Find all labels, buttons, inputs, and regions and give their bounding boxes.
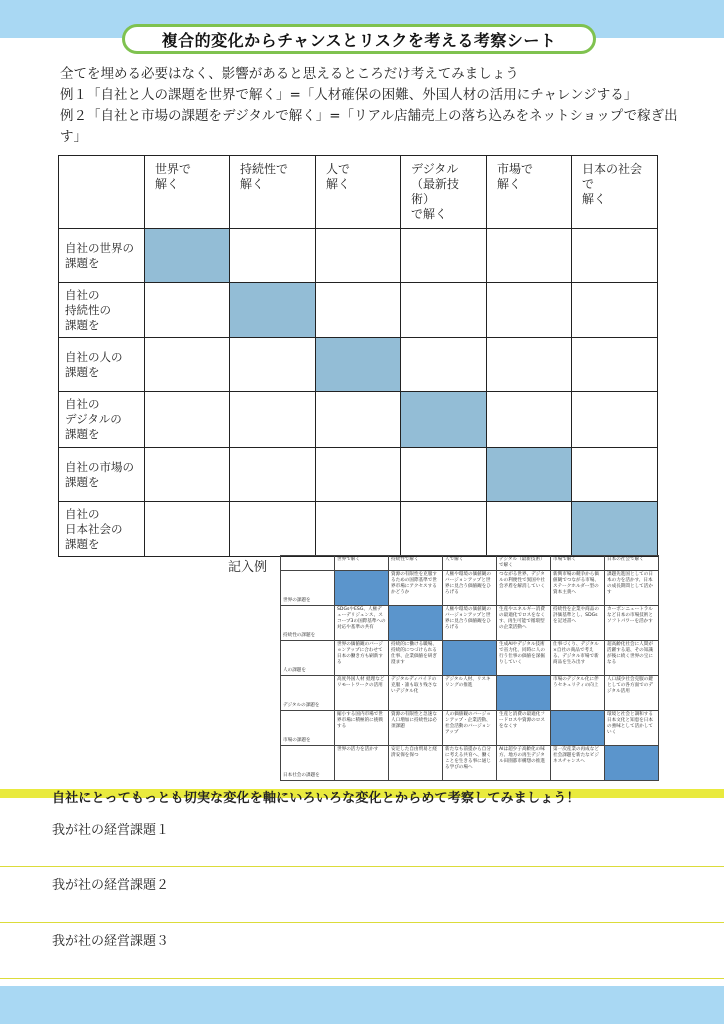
example-cell: 市場のデジタル化に伴うセキュリティの向上 [551,676,605,711]
grid-cell[interactable] [145,392,230,448]
example-row-header: デジタルの課題を [281,676,335,711]
grid-cell[interactable] [572,392,658,448]
example-cell: SDGsやESG、人権デューデリジェンス、スコープ3の国際基準への対応や基準の共有 [335,606,389,641]
grid-row-header: 自社の人の 課題を [59,338,145,392]
example-row-header: 市場の課題を [281,711,335,746]
grid-cell[interactable] [316,283,401,338]
intro-text [60,64,680,148]
example-row-header: 持続性の課題を [281,606,335,641]
grid-cell[interactable] [401,448,487,502]
example-cell-diagonal [605,746,659,781]
example-corner [281,556,335,571]
example-row-header: 人の課題を [281,641,335,676]
bottom-band [0,986,724,1024]
grid-cell[interactable] [572,283,658,338]
grid-cell[interactable] [487,338,572,392]
example-cell: 生産と消費の最適化フードロスや資源のロスをなくす [497,711,551,746]
example-cell: 生成AIやデジタル技術で省力化、同時に人の行う仕事の価値を深掘りしていく [497,641,551,676]
example-col-header: 世界で解く [335,556,389,571]
example-table [280,555,659,781]
intro-example-2: 例２「自社と市場の課題をデジタルで解く」=「リアル店舗売上の落ち込みをネットショップで稼ぎ出す」 [60,108,678,145]
grid-row-header: 自社の市場の 課題を [59,448,145,502]
issue-label-1: 我が社の経営課題１ [52,823,170,838]
example-cell: 高度外国人材 経理などリモートワークの活用 [335,676,389,711]
grid-col-header: 人で 解く [316,156,401,229]
grid-corner [59,156,145,229]
example-cell-diagonal [389,606,443,641]
sheet-title-text: 複合的変化からチャンスとリスクを考える考察シート [161,30,557,50]
grid-cell[interactable] [230,229,316,283]
example-cell: 資源の有限性を克服するための国際基準で世界市場にアクセスするかどうか [389,571,443,606]
grid-cell[interactable] [487,283,572,338]
sheet-title [122,24,596,54]
example-cell: AIは超少子高齢化の味方、地方の再生デジタル田園都市構想の推進 [497,746,551,781]
grid-cell-diagonal [572,502,658,557]
grid-cell[interactable] [572,448,658,502]
issue-label-2: 我が社の経営課題２ [52,878,170,893]
grid-cell[interactable] [572,338,658,392]
grid-cell[interactable] [316,229,401,283]
example-col-header: 日本の社会で解く [605,556,659,571]
grid-cell[interactable] [145,448,230,502]
example-cell: デジタル人材、リスキリングの推進 [443,676,497,711]
issue-rule-3 [0,978,724,979]
grid-cell[interactable] [316,392,401,448]
example-col-header: 持続性で解く [389,556,443,571]
example-cell: 生産やエネルギー消費の最適化でロスをなくす、再生可能で循環型の企業活動へ [497,606,551,641]
grid-cell[interactable] [401,283,487,338]
grid-row-header: 自社の 日本社会の 課題を [59,502,145,557]
grid-cell[interactable] [145,283,230,338]
example-cell: つながる世界、デジタルの利便性で異国や社会矛盾を解消していく [497,571,551,606]
grid-cell[interactable] [145,502,230,557]
example-cell: 資源の有限性と急速な人口増加に持続性は必須課題 [389,711,443,746]
example-cell-diagonal [443,641,497,676]
example-cell: カーボンニュートラルなど日本の市場技術とソフトパワーを活かす [605,606,659,641]
grid-col-header: 持続性で 解く [230,156,316,229]
grid-cell-diagonal [230,283,316,338]
example-cell: 人の価値観のバージョンアップ・企業活動、社会活動のバージョンアップ [443,711,497,746]
grid-cell[interactable] [401,229,487,283]
grid-cell[interactable] [316,448,401,502]
example-cell: デジタルディバイドの克服・誰も取り残さないデジタル化 [389,676,443,711]
grid-cell[interactable] [487,392,572,448]
grid-row-header: 自社の デジタルの 課題を [59,392,145,448]
grid-cell[interactable] [230,338,316,392]
grid-col-header: 市場で 解く [487,156,572,229]
grid-cell[interactable] [145,338,230,392]
example-cell: 新興市場の競争から価値観でつながる市場、ステークホルダー型の資本主義へ [551,571,605,606]
grid-cell[interactable] [316,502,401,557]
example-cell: 仕事づくり、デジタル×自社の商品で考える、デジタル市場で新商品を生み出す [551,641,605,676]
grid-col-header: 世界で 解く [145,156,230,229]
intro-line: 全てを埋める必要はなく、影響があると思えるところだけ考えてみましょう [60,66,519,82]
grid-row-header: 自社の 持続性の 課題を [59,283,145,338]
grid-cell-diagonal [145,229,230,283]
grid-cell[interactable] [487,502,572,557]
grid-cell[interactable] [230,448,316,502]
grid-cell-diagonal [401,392,487,448]
grid-cell[interactable] [230,392,316,448]
example-cell: 縮小する国内市場で世界市場に積極的に挑戦する [335,711,389,746]
example-col-header: デジタル（最新技術）で解く [497,556,551,571]
grid-row-header: 自社の世界の 課題を [59,229,145,283]
grid-cell[interactable] [401,502,487,557]
example-row-header: 日本社会の課題を [281,746,335,781]
example-cell: 課題先進国としての日本の力を活かす、日本の成長期間として活かす [605,571,659,606]
grid-cell[interactable] [572,229,658,283]
example-cell: 世界の活力を活かす [335,746,389,781]
example-cell-diagonal [335,571,389,606]
example-cell: 第一次産業の再成など社会課題を新たなビジネスチャンスへ [551,746,605,781]
example-cell: 新たなも前提から自分に考える共育へ、働くことを生きる事に通じる学びの場へ [443,746,497,781]
example-cell: 環境と社会と調和する日本文化と知恵を日本の強味として活かしていく [605,711,659,746]
example-cell-diagonal [497,676,551,711]
issue-rule-1 [0,866,724,867]
example-col-header: 人で解く [443,556,497,571]
example-cell: 持続性を企業や商品の評価基準とし、SDGsを記述書へ [551,606,605,641]
grid-col-header: デジタル （最新技術） で解く [401,156,487,229]
grid-cell-diagonal [316,338,401,392]
example-cell: 人権や環境の価値観のバージョンアップと世界に見合う価値観をひろげる [443,571,497,606]
example-cell: 世界の価値観のバージョンアップに合わせて日本の働き方も刷新する [335,641,389,676]
example-row-header: 世界の課題を [281,571,335,606]
example-cell: 持続的に働ける職場、持続的につづけられる仕事、企業価値を研ぎ澄ます [389,641,443,676]
grid-cell[interactable] [487,229,572,283]
example-cell-diagonal [551,711,605,746]
example-label: 記入例 [228,560,268,575]
grid-cell[interactable] [230,502,316,557]
issue-rule-2 [0,922,724,923]
intro-example-1: 例１「自社と人の課題を世界で解く」=「人材確保の困難、外国人材の活用にチャレンジする」 [60,87,638,103]
call-to-action: 自社にとってもっとも切実な変化を軸にいろいろな変化とからめて考察してみましょう！ [52,791,580,806]
issue-label-3: 我が社の経営課題３ [52,934,170,949]
worksheet-grid [58,155,658,557]
example-cell: 人口減少社会克服の鍵としての各方面でのデジタル活用 [605,676,659,711]
example-col-header: 市場で解く [551,556,605,571]
grid-col-header: 日本の社会で 解く [572,156,658,229]
grid-cell[interactable] [401,338,487,392]
example-cell: 人権や環境の価値観のバージョンアップと世界に見合う価値観をひろげる [443,606,497,641]
grid-cell-diagonal [487,448,572,502]
example-cell: 超高齢化社会に人間が活躍する道、その知識が後に続く世界の宝になる [605,641,659,676]
example-cell: 安定した自由貿易と経済安保を保つ [389,746,443,781]
